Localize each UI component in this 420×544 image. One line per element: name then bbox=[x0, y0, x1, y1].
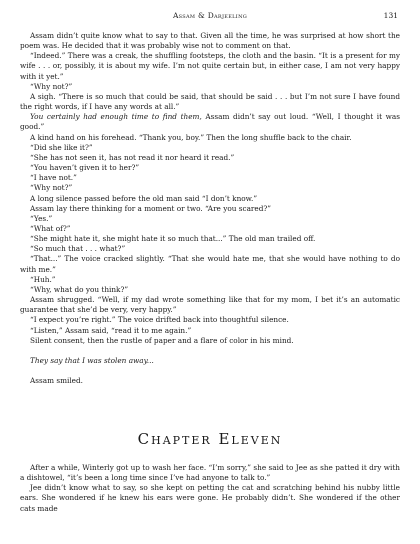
paragraph: “I expect you’re right.” The voice drifted back into thoughtful silence. bbox=[30, 315, 289, 325]
poem-line: They say that I was stolen away... bbox=[30, 355, 154, 365]
aside-italic: You certainly had enough time to find them, bbox=[30, 112, 202, 122]
aside-rest: Assam didn’t say out loud. “Well, I thought it was good.” bbox=[20, 112, 401, 132]
paragraph: Assam smiled. bbox=[30, 376, 83, 385]
chapter-heading: Chapter Eleven bbox=[137, 430, 283, 448]
paragraph: “Indeed.” There was a creak, the shuffling footsteps, the cloth and the basin. “It is a present for my wife . . . or, possibly, it is about my wife. I’m not quite certain but, in either case, I am not very happy with it yet.” bbox=[20, 51, 400, 81]
paragraph: Assam lay there thinking for a moment or two. “Are you scared?” bbox=[30, 203, 272, 213]
paragraph: Assam shrugged. “Well, if my dad wrote something like that for my mom, I bet it’s an automatic guarantee that she’d be very, very happy.” bbox=[20, 295, 400, 315]
page-number: 131 bbox=[383, 11, 398, 20]
paragraph: Assam didn’t quite know what to say to that. Given all the time, he was surprised at how short the poem was. He decided that it was probably wise not to comment on that. bbox=[20, 31, 400, 51]
paragraph: After a while, Winterly got up to wash her face. “I’m sorry,” she said to Jee as she patted it dry with a dishtowel, “it’s been a long time since I’ve had anyone to talk to.” bbox=[20, 463, 400, 483]
paragraph: “So much that . . . what?” bbox=[30, 244, 126, 254]
paragraph: “Why not?” bbox=[30, 81, 73, 91]
paragraph: A kind hand on his forehead. “Thank you, boy.” Then the long shuffle back to the chair. bbox=[30, 132, 352, 142]
running-head bbox=[0, 11, 420, 23]
paragraph: “Why, what do you think?” bbox=[30, 284, 129, 294]
body-text bbox=[20, 31, 400, 386]
paragraph: A sigh. “There is so much that could be said, that should be said . . . but I’m not sure I have found the right words, if I have any words at all.” bbox=[20, 91, 400, 112]
paragraph: “She might hate it, she might hate it so much that...” The old man trailed off. bbox=[30, 234, 316, 244]
paragraph: Silent consent, then the rustle of paper and a flare of color in his mind. bbox=[30, 335, 294, 345]
paragraph: “You haven’t given it to her?” bbox=[30, 163, 140, 173]
paragraph: “Why not?” bbox=[30, 183, 73, 193]
paragraph: “Yes.” bbox=[30, 213, 53, 223]
chapter-text bbox=[20, 463, 400, 514]
paragraph-with-aside bbox=[20, 112, 400, 132]
paragraph: “That...” The voice cracked slightly. “That she would hate me, that she would have nothing to do with me.” bbox=[20, 254, 400, 274]
paragraph: Jee didn’t know what to say, so she kept on petting the cat and scratching behind his nubby little ears. She wondered if he knew his ears were gone. He probably didn’t. She wondered if the other cats made bbox=[20, 483, 400, 513]
running-title: Assam & Darjeeling bbox=[172, 11, 248, 20]
paragraph: A long silence passed before the old man said “I don’t know.” bbox=[30, 193, 258, 203]
paragraph: “Huh.” bbox=[30, 274, 56, 284]
paragraph: “What of?” bbox=[30, 223, 71, 233]
paragraph: “I have not.” bbox=[30, 173, 77, 183]
paragraph: “Did she like it?” bbox=[30, 142, 93, 152]
paragraph: “Listen,” Assam said, “read it to me again.” bbox=[30, 325, 192, 335]
paragraph: “She has not seen it, has not read it nor heard it read.” bbox=[30, 152, 235, 162]
